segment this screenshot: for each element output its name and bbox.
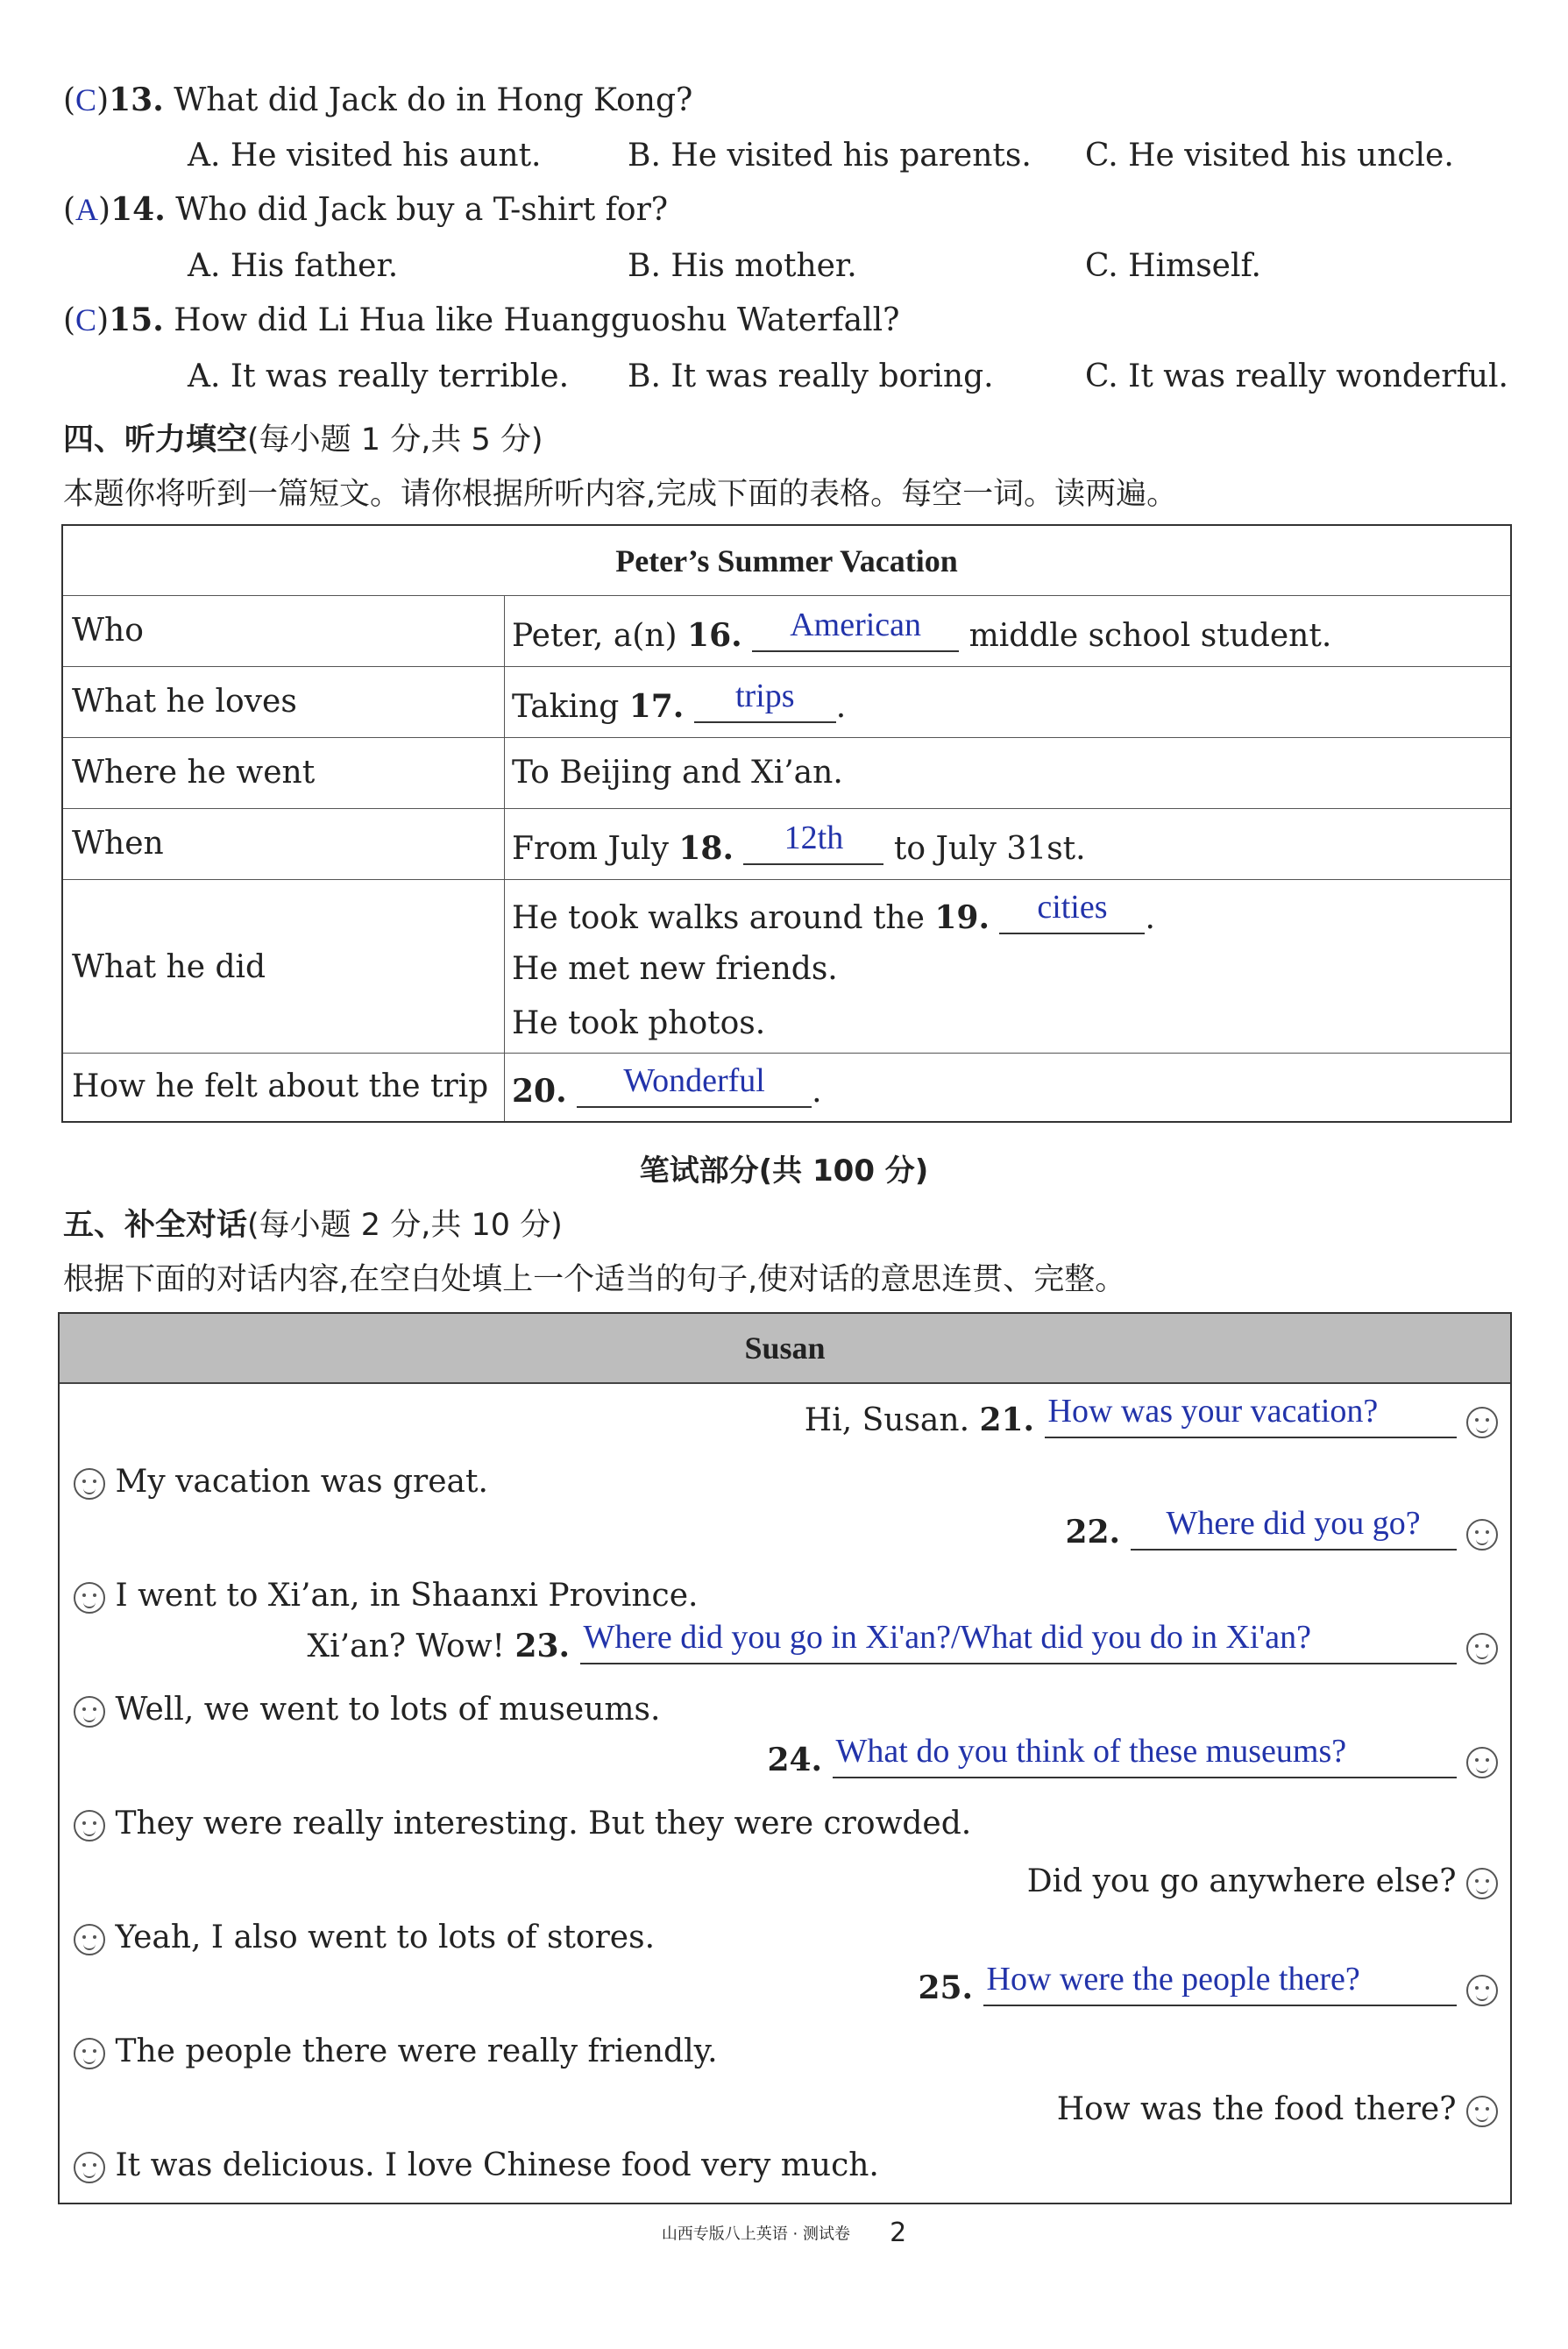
option-15c: C. It was really wonderful. [1085,358,1508,394]
dialogue-text: They were really interesting. But they were crowded. [115,1806,972,1842]
page-number: 2 [890,2218,907,2248]
table-row-line: He took photos. [512,1005,766,1041]
table-row-line: He met new friends. [512,951,838,987]
option-13c: C. He visited his uncle. [1085,138,1454,174]
dialogue-line-right [1026,1863,1498,1899]
blank-20-suffix: . [812,1074,822,1110]
dialogue-text: I went to Xi’an, in Shaanxi Province. [115,1578,699,1614]
section-4-title: 四、听力填空 [63,422,248,458]
blank-21-number: 21. [979,1402,1035,1438]
question-14-number: 14. [110,191,166,228]
dialogue-prefix: Xi’an? Wow! [307,1629,515,1664]
table-row [63,738,1510,809]
blank-16-number: 16. [687,617,742,654]
blank-21-answer: How was your vacation? [1047,1393,1379,1430]
dialogue-line-right [804,1393,1498,1438]
face-icon [74,1696,105,1728]
table-row-content [512,607,1332,654]
blank-25-number: 25. [918,1969,974,2006]
dialogue-line-right [307,1619,1498,1664]
blank-16-suffix: middle school student. [968,618,1332,654]
section-5-instruction: 根据下面的对话内容,在空白处填上一个适当的句子,使对话的意思连贯、完整。 [63,1262,1126,1297]
face-icon [1466,1868,1498,1899]
dialogue-text: It was delicious. I love Chinese food very much. [115,2147,879,2183]
option-14b: B. His mother. [628,248,857,284]
table-row-label: How he felt about the trip [72,1068,489,1104]
dialogue-text: My vacation was great. [115,1464,488,1500]
blank-24-number: 24. [767,1742,823,1778]
blank-18-answer: 12th [784,820,844,856]
question-14-answer: A [75,192,99,227]
blank-25 [983,1961,1457,2006]
face-icon [74,2038,105,2069]
section-5-note: (每小题 2 分,共 10 分) [247,1208,563,1243]
blank-16 [752,607,959,652]
table-row [63,667,1510,738]
option-13a: A. He visited his aunt. [188,138,542,174]
question-14: (A)14. Who did Jack buy a T-shirt for? [63,191,669,228]
table-row [63,880,1510,1054]
table-title-row [63,526,1510,596]
blank-18-prefix: From July [512,831,679,867]
table-row-content [512,889,1155,936]
dialogue-box [58,1312,1512,2204]
face-icon [74,1582,105,1614]
table-row-content [512,1062,822,1110]
blank-22-number: 22. [1065,1514,1121,1551]
summer-vacation-table [61,524,1512,1123]
dialogue-text: Yeah, I also went to lots of stores. [115,1920,656,1955]
dialogue-title: Susan [60,1314,1510,1384]
face-icon [1466,1633,1498,1664]
section-4-note: (每小题 1 分,共 5 分) [247,422,543,458]
dialogue-line-right [918,1961,1498,2006]
option-15b: B. It was really boring. [628,358,994,394]
blank-19-prefix: He took walks around the [512,900,935,936]
dialogue-line-right [767,1733,1498,1778]
blank-23 [580,1619,1457,1664]
face-icon [1466,1975,1498,2006]
table-row-label: Where he went [72,755,316,791]
question-13-number: 13. [109,82,164,118]
face-icon [74,1468,105,1500]
blank-20-answer: Wonderful [623,1062,765,1099]
blank-23-answer: Where did you go in Xi'an?/What did you do in Xi'an? [583,1619,1312,1656]
table-row-content: To Beijing and Xi’an. [512,755,843,791]
question-13: (C)13. What did Jack do in Hong Kong? [63,82,693,118]
dialogue-line-left [74,1694,660,1728]
dialogue-line-left [74,1580,698,1614]
face-icon [1466,1519,1498,1551]
dialogue-line-left [74,2033,718,2069]
question-13-text: What did Jack do in Hong Kong? [174,82,693,118]
blank-25-answer: How were the people there? [986,1961,1360,1998]
dialogue-line-right [1065,1505,1498,1551]
question-15-text: How did Li Hua like Huangguoshu Waterfall? [174,302,900,338]
table-row-content [512,820,1086,867]
question-14-text: Who did Jack buy a T-shirt for? [175,192,669,228]
table-row-label: What he did [72,949,266,985]
table-title: Peter’s Summer Vacation [615,543,958,578]
blank-19 [999,889,1145,934]
blank-17-answer: trips [735,678,795,714]
dialogue-line-left [74,1466,488,1500]
written-part-header: 笔试部分(共 100 分) [639,1153,929,1189]
dialogue-line-left [74,1922,655,1955]
dialogue-text: Well, we went to lots of museums. [115,1692,661,1728]
question-15-answer: C [75,302,97,337]
blank-22-answer: Where did you go? [1166,1505,1421,1542]
blank-24 [833,1733,1457,1778]
option-14c: C. Himself. [1085,248,1261,284]
dialogue-prefix: Hi, Susan. [804,1402,980,1438]
dialogue-text: Did you go anywhere else? [1026,1863,1457,1899]
dialogue-text: The people there were really friendly. [115,2033,718,2069]
blank-17-number: 17. [628,688,685,725]
blank-20-number: 20. [512,1073,567,1110]
question-15: (C)15. How did Li Hua like Huangguoshu Waterfall? [63,302,900,338]
blank-16-prefix: Peter, a(n) [512,618,688,654]
blank-18 [743,820,883,865]
face-icon [1466,1747,1498,1778]
table-row [63,809,1510,880]
blank-23-number: 23. [514,1628,571,1664]
section-5-heading [63,1201,563,1245]
option-15a: A. It was really terrible. [188,358,570,394]
dialogue-text: How was the food there? [1056,2091,1457,2127]
page-footer [0,2218,1568,2248]
question-15-number: 15. [109,302,164,338]
blank-21 [1045,1393,1457,1438]
table-row [63,1054,1510,1123]
option-13b: B. He visited his parents. [628,138,1032,174]
table-row-label: When [72,826,164,862]
face-icon [74,1924,105,1955]
blank-17 [694,678,836,723]
blank-17-suffix: . [835,689,847,725]
section-4-heading [63,415,543,459]
table-row [63,596,1510,667]
face-icon [74,1810,105,1842]
face-icon [74,2152,105,2183]
blank-19-number: 19. [934,899,990,936]
dialogue-line-left [74,2147,879,2183]
table-row-content [512,678,847,725]
face-icon [1466,2096,1498,2127]
face-icon [1466,1407,1498,1438]
blank-24-answer: What do you think of these museums? [835,1733,1347,1770]
section-5-title: 五、补全对话 [63,1208,248,1243]
dialogue-line-right [1056,2091,1498,2127]
table-row-label: What he loves [72,684,297,720]
blank-18-number: 18. [678,830,734,867]
footer-text: 山西专版八上英语 · 测试卷 [661,2225,850,2244]
question-13-answer: C [75,82,97,117]
dialogue-line-left [74,1808,971,1842]
blank-16-answer: American [790,607,922,643]
table-row-label: Who [72,613,144,649]
section-4-instruction: 本题你将听到一篇短文。请你根据所听内容,完成下面的表格。每空一词。读两遍。 [63,477,1178,512]
option-14a: A. His father. [188,248,399,284]
blank-19-suffix: . [1145,900,1155,936]
blank-18-suffix: to July 31st. [893,831,1086,867]
blank-22 [1131,1505,1457,1551]
blank-17-prefix: Taking [512,689,629,725]
blank-20 [577,1062,812,1108]
blank-19-answer: cities [1037,889,1108,926]
